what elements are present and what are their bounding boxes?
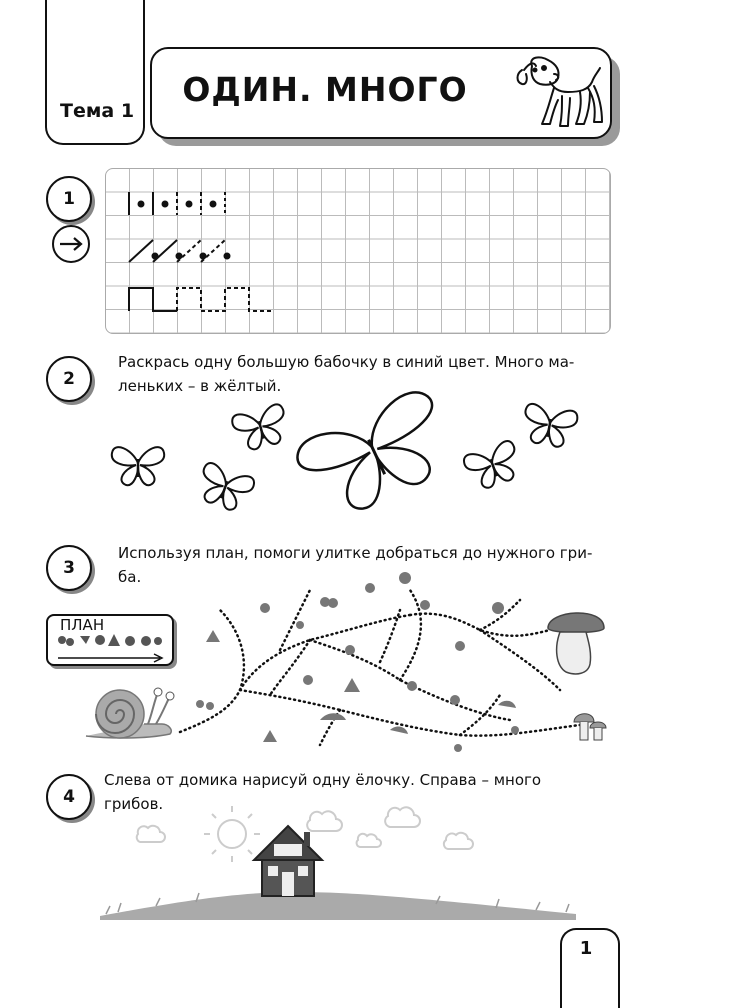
big-butterfly [292,386,461,525]
plan-label: ПЛАН [60,616,105,634]
house-scene-illustration [96,806,580,920]
task2-line-2: леньких – в жёлтый. [118,377,282,395]
page-number: 1 [579,938,593,959]
task3-line-1: Используя план, помоги улитке добраться до нужного гри- [118,544,593,562]
snail-illustration [82,684,178,744]
task1-patterns [105,168,611,334]
topic-tab [45,0,145,145]
task-number-3: 3 [46,545,92,591]
small-butterfly [520,403,578,450]
small-butterfly [231,403,291,453]
task-number-1: 1 [46,176,92,222]
butterflies-illustration [110,385,610,525]
small-butterfly [112,447,164,485]
task4-line-2: грибов. [104,795,164,813]
task3-line-2: ба. [118,568,142,586]
dog-illustration [510,52,605,132]
small-butterfly [194,461,256,515]
task-number-4: 4 [46,774,92,820]
small-mushrooms-illustration [572,710,608,744]
task4-line-1: Слева от домика нарисуй одну ёлочку. Справа – много [104,771,542,789]
topic-label: Тема 1 [60,100,135,122]
small-butterfly [462,439,524,493]
arrow-right-icon [52,225,90,263]
task2-line-1: Раскрась одну большую бабочку в синий цвет. Много ма- [118,353,575,371]
mushroom-illustration [544,604,608,676]
page-title: ОДИН. МНОГО [182,70,468,109]
task-number-2: 2 [46,356,92,402]
